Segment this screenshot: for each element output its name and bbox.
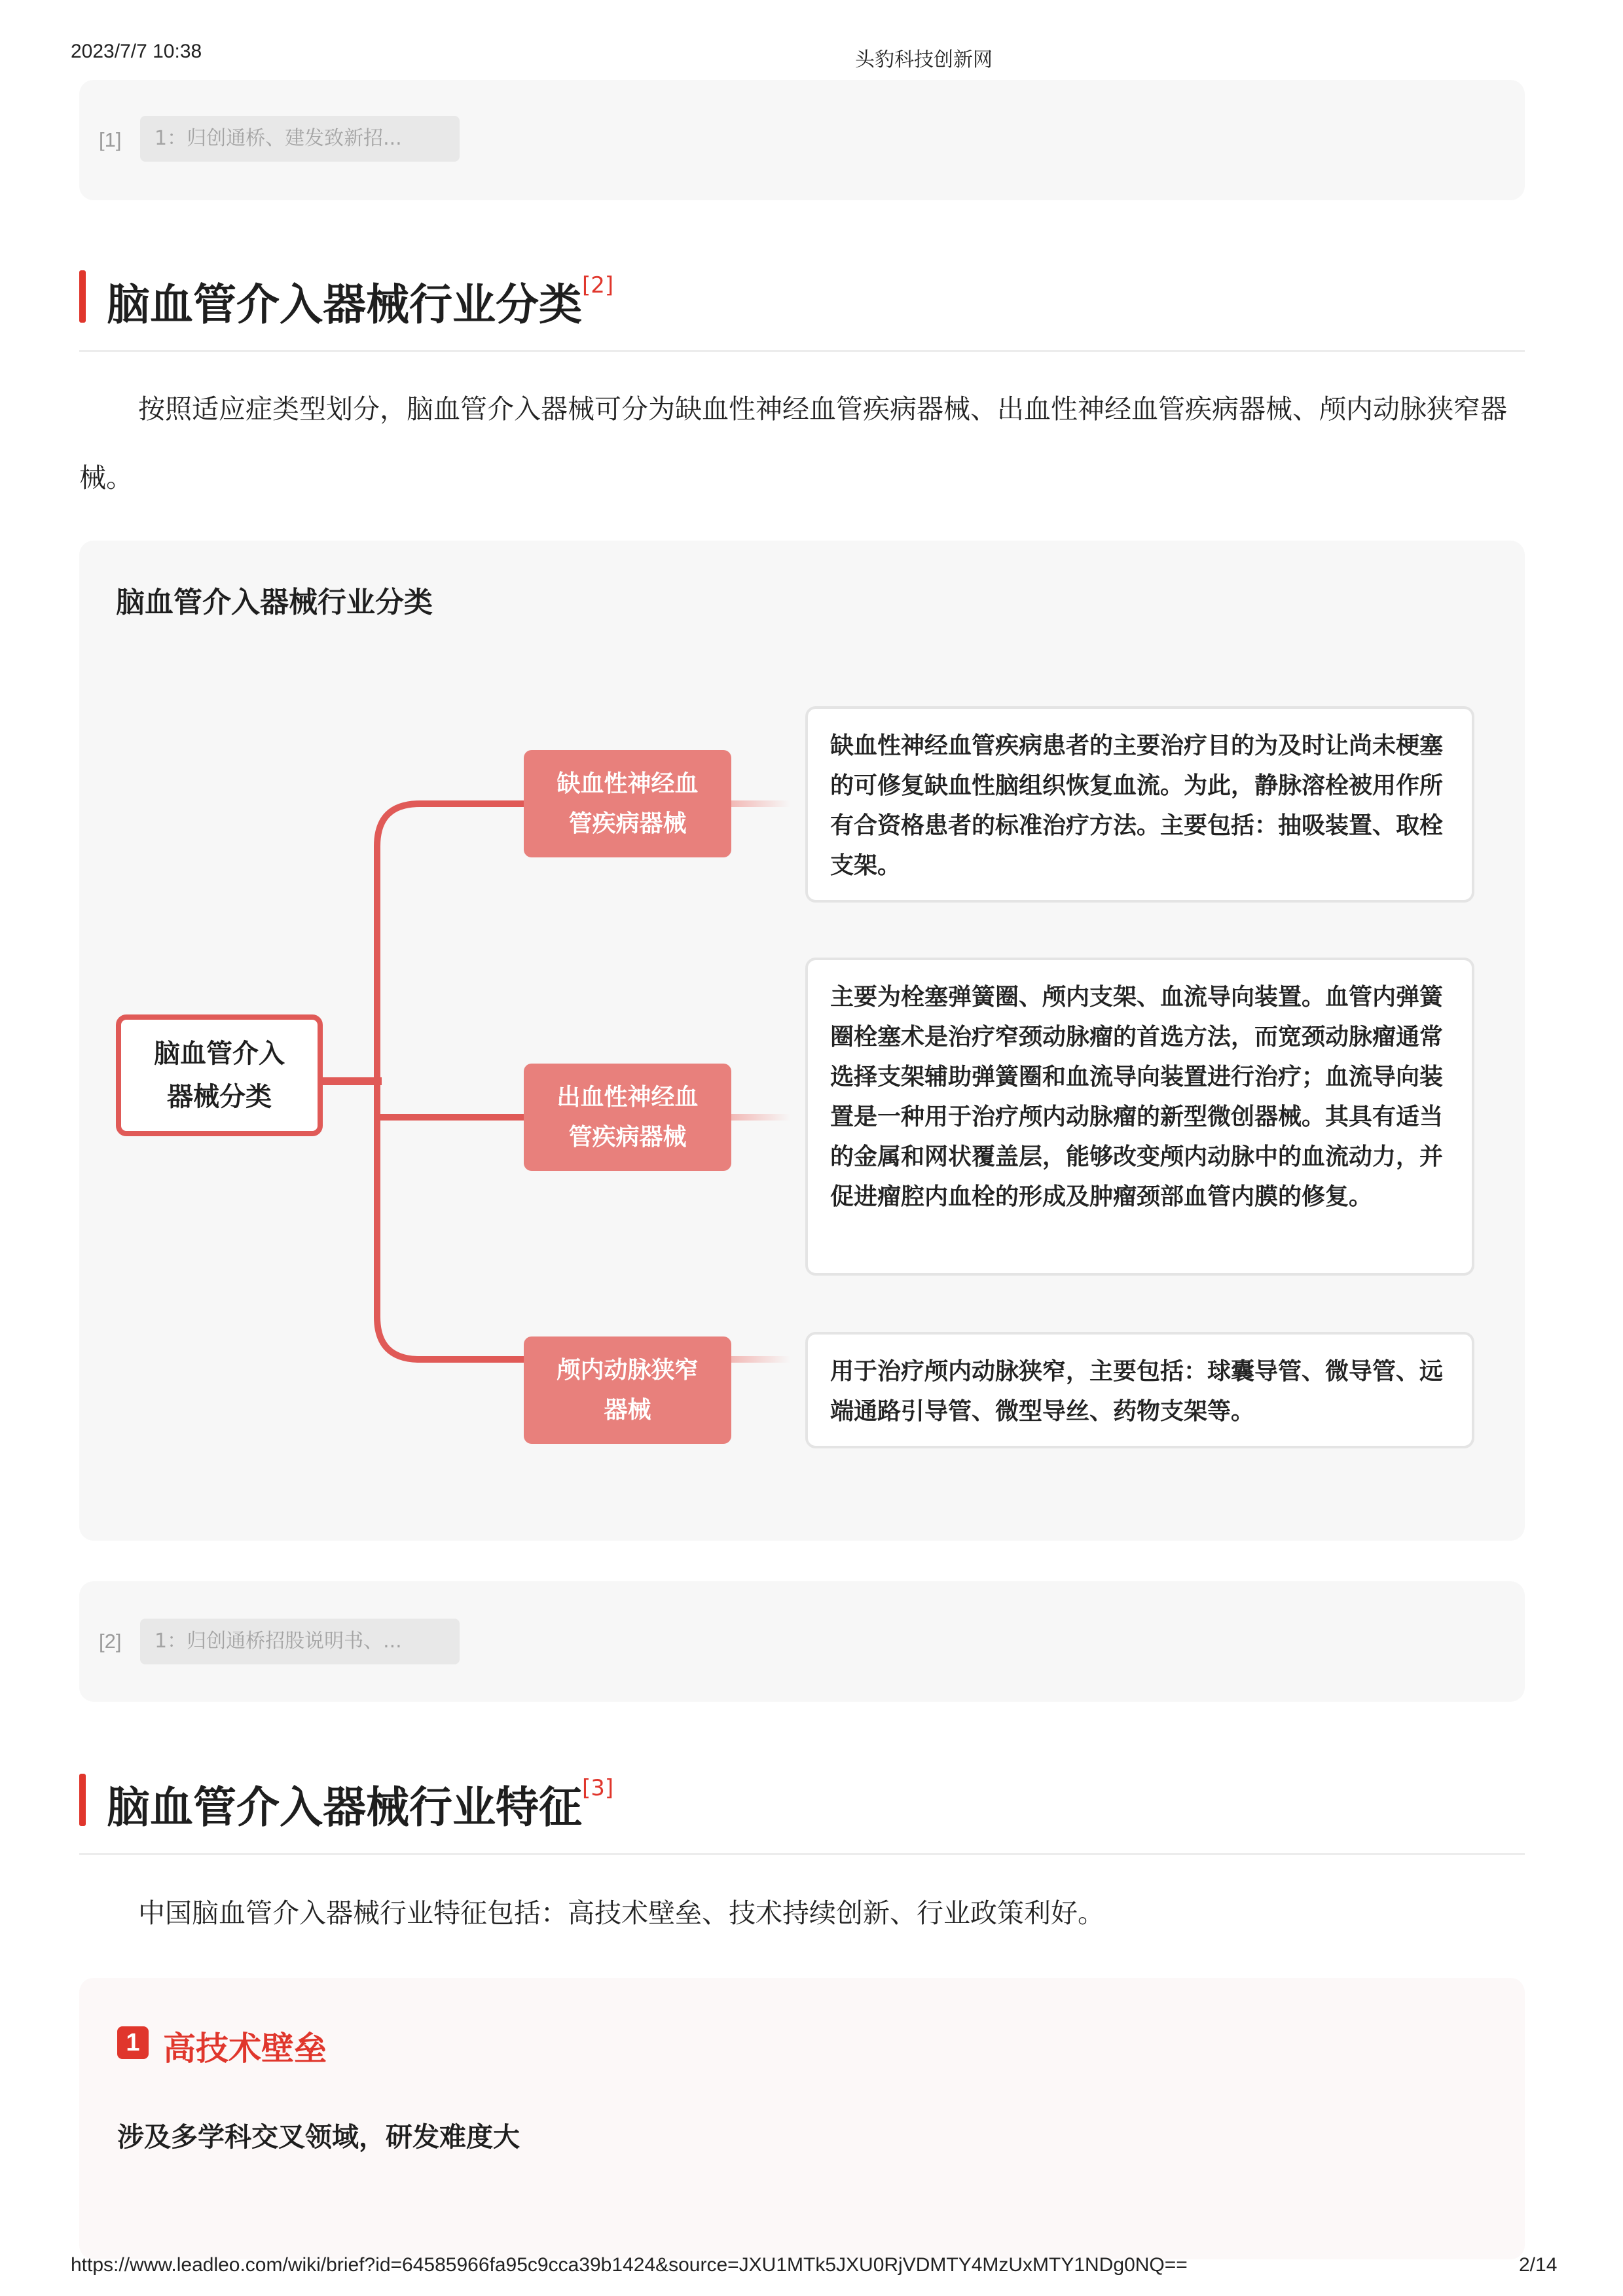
reference-box <box>79 80 1525 200</box>
section-title-text: 脑血管介入器械行业分类 <box>107 279 582 330</box>
diagram-leaf-description: 缺血性神经血管疾病患者的主要治疗目的为及时让尚未梗塞的可修复缺血性脑组织恢复血流。为此，静脉溶栓被用作所有合资格患者的标准治疗方法。主要包括：抽吸装置、取栓支架。 <box>805 706 1474 903</box>
print-footer-url: https://www.leadleo.com/wiki/brief?id=64585966fa95c9cca39b1424&source=JXU1MTk5JXU0RjVDMTY4MzUxMTY1NDg0NQ== <box>71 2254 1188 2276</box>
diagram-leaf-description: 主要为栓塞弹簧圈、颅内支架、血流导向装置。血管内弹簧圈栓塞术是治疗窄颈动脉瘤的首选方法，而宽颈动脉瘤通常选择支架辅助弹簧圈和血流导向装置进行治疗；血流导向装置是一种用于治疗颅内动脉瘤的新型微创器械。其具有适当的金属和网状覆盖层，能够改变颅内动脉中的血流动力，并促进瘤腔内血栓的形成及肿瘤颈部血管内膜的修复。 <box>805 958 1474 1276</box>
connector-branch-upper <box>377 804 528 1359</box>
section-divider <box>79 350 1525 352</box>
diagram-title: 脑血管介入器械行业分类 <box>116 586 433 619</box>
diagram-branch-node <box>524 750 731 857</box>
reference-box <box>79 1581 1525 1702</box>
section-title-text: 脑血管介入器械行业特征 <box>107 1782 582 1833</box>
reference-index: [1] <box>99 128 122 151</box>
print-datetime: 2023/7/7 10:38 <box>71 41 202 62</box>
body-paragraph: 中国脑血管介入器械行业特征包括：高技术壁垒、技术持续创新、行业政策利好。 <box>138 1897 1104 1929</box>
connector-fade-2 <box>731 1114 790 1121</box>
root-node-label: 脑血管介入器械分类 <box>154 1039 285 1112</box>
body-paragraph: 按照适应症类型划分，脑血管介入器械可分为缺血性神经血管疾病器械、出血性神经血管疾病器械、颅内动脉狭窄器械。 <box>79 393 1507 493</box>
section-title <box>107 270 613 332</box>
section-accent-bar <box>79 270 86 323</box>
reference-link[interactable]: 1：归创通桥、建发致新招... <box>140 116 460 162</box>
connector-fade-3 <box>731 1356 790 1363</box>
branch-node-label: 颅内动脉狭窄器械 <box>556 1357 699 1424</box>
diagram-root-node <box>116 1014 323 1136</box>
citation-link[interactable]: [2] <box>582 272 614 298</box>
reference-link[interactable]: 1：归创通桥招股说明书、... <box>140 1619 460 1664</box>
feature-subtitle: 涉及多学科交叉领域，研发难度大 <box>117 2121 520 2153</box>
citation-link[interactable]: [3] <box>582 1775 614 1801</box>
feature-number-badge: 1 <box>117 2026 149 2059</box>
connector-fade-1 <box>731 800 790 807</box>
diagram-branch-node <box>524 1064 731 1171</box>
branch-node-label: 缺血性神经血管疾病器械 <box>556 770 699 837</box>
diagram-leaf-description: 用于治疗颅内动脉狭窄，主要包括：球囊导管、微导管、远端通路引导管、微型导丝、药物支架等。 <box>805 1332 1474 1448</box>
feature-title: 高技术壁垒 <box>163 2030 327 2068</box>
diagram-card <box>79 541 1525 1541</box>
section-divider <box>79 1853 1525 1855</box>
branch-node-label: 出血性神经血管疾病器械 <box>556 1084 699 1151</box>
feature-card <box>79 1978 1525 2259</box>
diagram-branch-node <box>524 1336 731 1444</box>
section-title <box>107 1772 613 1835</box>
reference-index: [2] <box>99 1630 122 1653</box>
section-accent-bar <box>79 1774 86 1826</box>
print-site-name: 头豹科技创新网 <box>855 49 993 71</box>
print-page-number: 2/14 <box>1519 2254 1558 2276</box>
